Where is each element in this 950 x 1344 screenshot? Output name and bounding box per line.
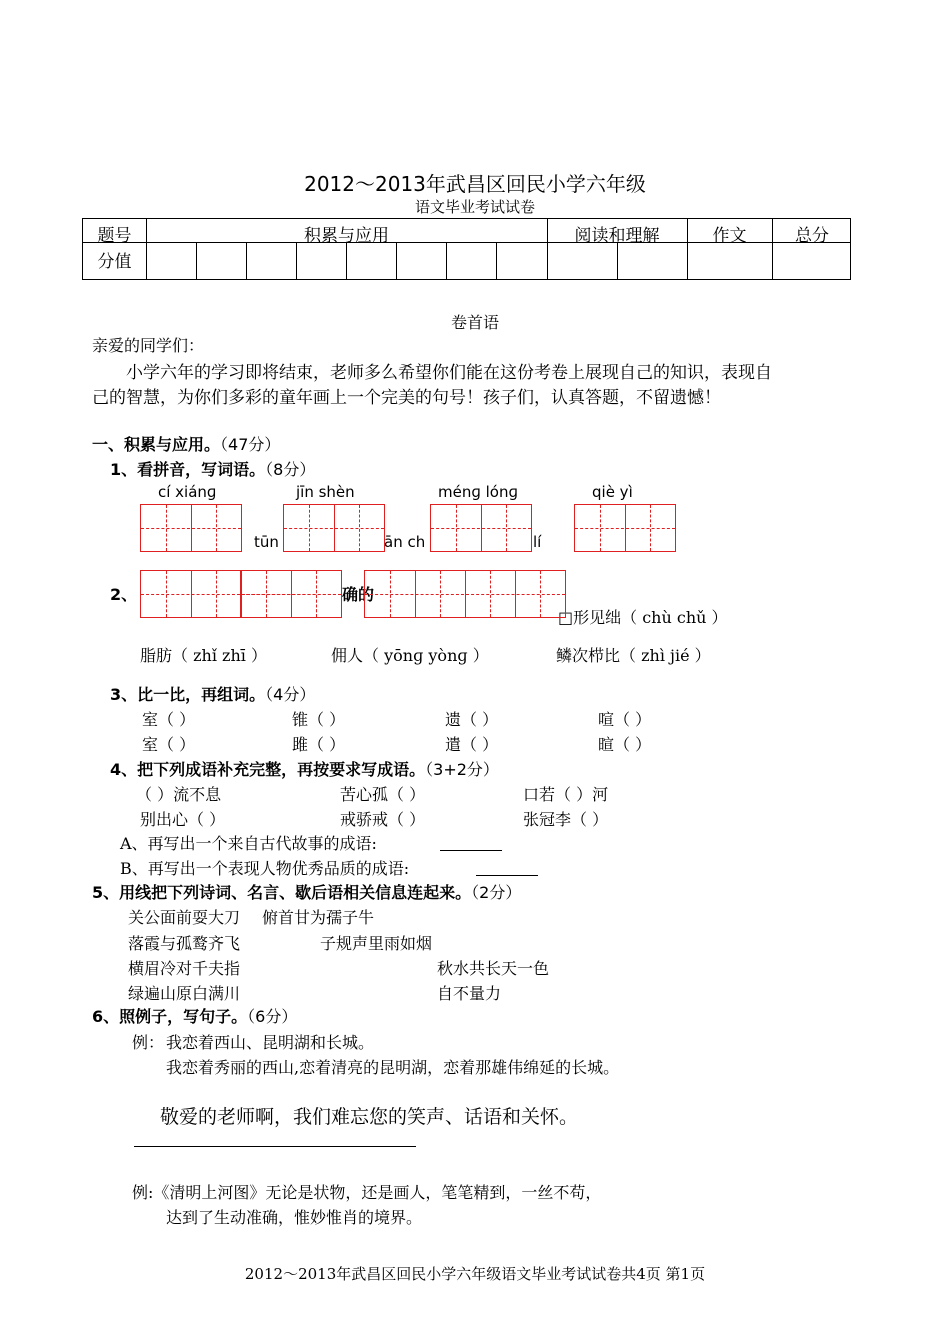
- q1-score: （8分）: [265, 460, 316, 479]
- pinyin-5: tūn: [254, 533, 279, 551]
- q4-r1-2: 苦心孤（ ）: [340, 785, 426, 804]
- preface-greeting: 亲爱的同学们：: [92, 336, 205, 355]
- writing-grid[interactable]: [140, 504, 242, 552]
- pinyin-1: cí xiánɡ: [158, 483, 217, 501]
- q5-score: （2分）: [471, 883, 522, 902]
- pinyin-3: ménɡ lónɡ: [438, 483, 519, 501]
- answer-line-a[interactable]: [440, 850, 502, 851]
- q4-score: （3+2分）: [425, 760, 499, 779]
- q3-r1-2: 锥（ ）: [292, 710, 346, 729]
- q6-example1-line2: 我恋着秀丽的西山,恋着清亮的昆明湖，恋着那雄伟绵延的长城。: [166, 1058, 620, 1077]
- q5-heading-text: 5、用线把下列诗词、名言、歇后语相关信息连起来。: [92, 883, 472, 902]
- table-header-section3: 作文: [712, 226, 747, 246]
- q4-heading-text: 4、把下列成语补充完整，再按要求写成语。: [110, 760, 426, 779]
- q4-heading: [110, 757, 499, 780]
- q6-heading: [92, 1004, 297, 1027]
- q2-item-1: 脂肪（ zhǐ zhī ）: [140, 646, 267, 665]
- q3-heading-text: 3、比一比，再组词。: [110, 685, 266, 704]
- table-header-total: 总分: [795, 226, 829, 246]
- q2-label: 2、: [110, 585, 138, 604]
- q4-a: A、再写出一个来自古代故事的成语:: [120, 834, 377, 853]
- q2-item-3: 鳞次栉比（ zhì jié ）: [556, 646, 711, 665]
- q3-score: （4分）: [265, 685, 316, 704]
- q5-heading: [92, 880, 521, 903]
- q2-fragment: 确的: [342, 585, 375, 604]
- page-footer: 2012～2013年武昌区回民小学六年级语文毕业考试试卷共4页 第1页: [244, 1265, 706, 1283]
- q5-left-2: 落霞与孤鹜齐飞: [128, 934, 241, 953]
- writing-grid-wide[interactable]: [364, 570, 566, 618]
- q5-right-4: 自不量力: [437, 984, 502, 1003]
- writing-grid[interactable]: [283, 504, 385, 552]
- q6-example1-label: 例：: [132, 1033, 165, 1052]
- q4-b: B、再写出一个表现人物优秀品质的成语:: [120, 859, 410, 878]
- answer-line-q6[interactable]: [134, 1146, 416, 1147]
- q5-left-4: 绿遍山原白满川: [128, 984, 241, 1003]
- score-table: [82, 218, 851, 280]
- part1-score: （47分）: [220, 435, 281, 454]
- q1-heading: [110, 457, 315, 480]
- q5-left-3: 横眉冷对千夫指: [128, 959, 241, 978]
- q3-r1-3: 遗（ ）: [445, 710, 499, 729]
- q3-heading: [110, 682, 315, 705]
- q3-r1-4: 喧（ ）: [598, 710, 652, 729]
- q5-left-1: 关公面前耍大刀: [128, 908, 241, 927]
- q6-example2-line1: 例:《清明上河图》无论是状物，还是画人，笔笔精到，一丝不苟，: [132, 1183, 602, 1202]
- q5-right-3: 秋水共长天一色: [437, 959, 550, 978]
- table-header-section2: 阅读和理解: [574, 226, 660, 246]
- pinyin-4: qiè yì: [592, 483, 633, 501]
- writing-grid[interactable]: [574, 504, 676, 552]
- page-subtitle: 语文毕业考试试卷: [414, 198, 535, 216]
- answer-line-b[interactable]: [476, 875, 538, 876]
- q3-r2-1: 室（ ）: [142, 735, 196, 754]
- q1-heading-text: 1、看拼音，写词语。: [110, 460, 266, 479]
- q3-r2-4: 暄（ ）: [598, 735, 652, 754]
- q6-example1-line1: 我恋着西山、昆明湖和长城。: [166, 1033, 375, 1052]
- q3-r1-1: 室（ ）: [142, 710, 196, 729]
- pinyin-7: lí: [533, 533, 542, 551]
- pinyin-6: ān ch: [384, 533, 426, 551]
- q2-item-2: 佣人（ yōnɡ yònɡ ）: [331, 646, 489, 665]
- q3-r2-2: 雎（ ）: [292, 735, 346, 754]
- table-header-question: 题号: [97, 226, 132, 246]
- q3-r2-3: 遣（ ）: [445, 735, 499, 754]
- writing-grid[interactable]: [430, 504, 532, 552]
- q4-r2-1: 别出心（ ）: [140, 810, 226, 829]
- writing-grid[interactable]: [240, 570, 342, 618]
- pinyin-2: jīn shèn: [296, 483, 355, 501]
- q4-r2-2: 戒骄戒（ ）: [340, 810, 426, 829]
- table-header-section1: 积累与应用: [304, 226, 389, 246]
- q4-r1-1: （ ）流不息: [136, 785, 222, 804]
- q6-example2-line2: 达到了生动准确，惟妙惟肖的境界。: [166, 1208, 423, 1227]
- q2-item-right: □形见绌（ chù chǔ ）: [558, 608, 728, 627]
- preface-line-1: 小学六年的学习即将结束，老师多么希望你们能在这份考卷上展现自己的知识，表现自: [126, 363, 772, 383]
- preface-heading: 卷首语: [450, 313, 499, 332]
- page-title: 2012～2013年武昌区回民小学六年级: [304, 172, 646, 196]
- q6-heading-text: 6、照例子，写句子。: [92, 1007, 248, 1026]
- q5-right-1: 俯首甘为孺子牛: [262, 908, 375, 927]
- q4-r1-3: 口若（ ）河: [523, 785, 609, 804]
- q5-right-2: 子规声里雨如烟: [320, 934, 433, 953]
- preface-line-2: 己的智慧，为你们多彩的童年画上一个完美的句号！孩子们，认真答题，不留遗憾！: [92, 388, 721, 408]
- q6-score: （6分）: [247, 1007, 298, 1026]
- part1-heading: [92, 432, 280, 455]
- q4-r2-3: 张冠李（ ）: [523, 810, 609, 829]
- table-row-label-score: 分值: [97, 252, 132, 272]
- q6-prompt: 敬爱的老师啊，我们难忘您的笑声、话语和关怀。: [160, 1106, 579, 1128]
- part1-heading-text: 一、积累与应用。: [92, 435, 221, 454]
